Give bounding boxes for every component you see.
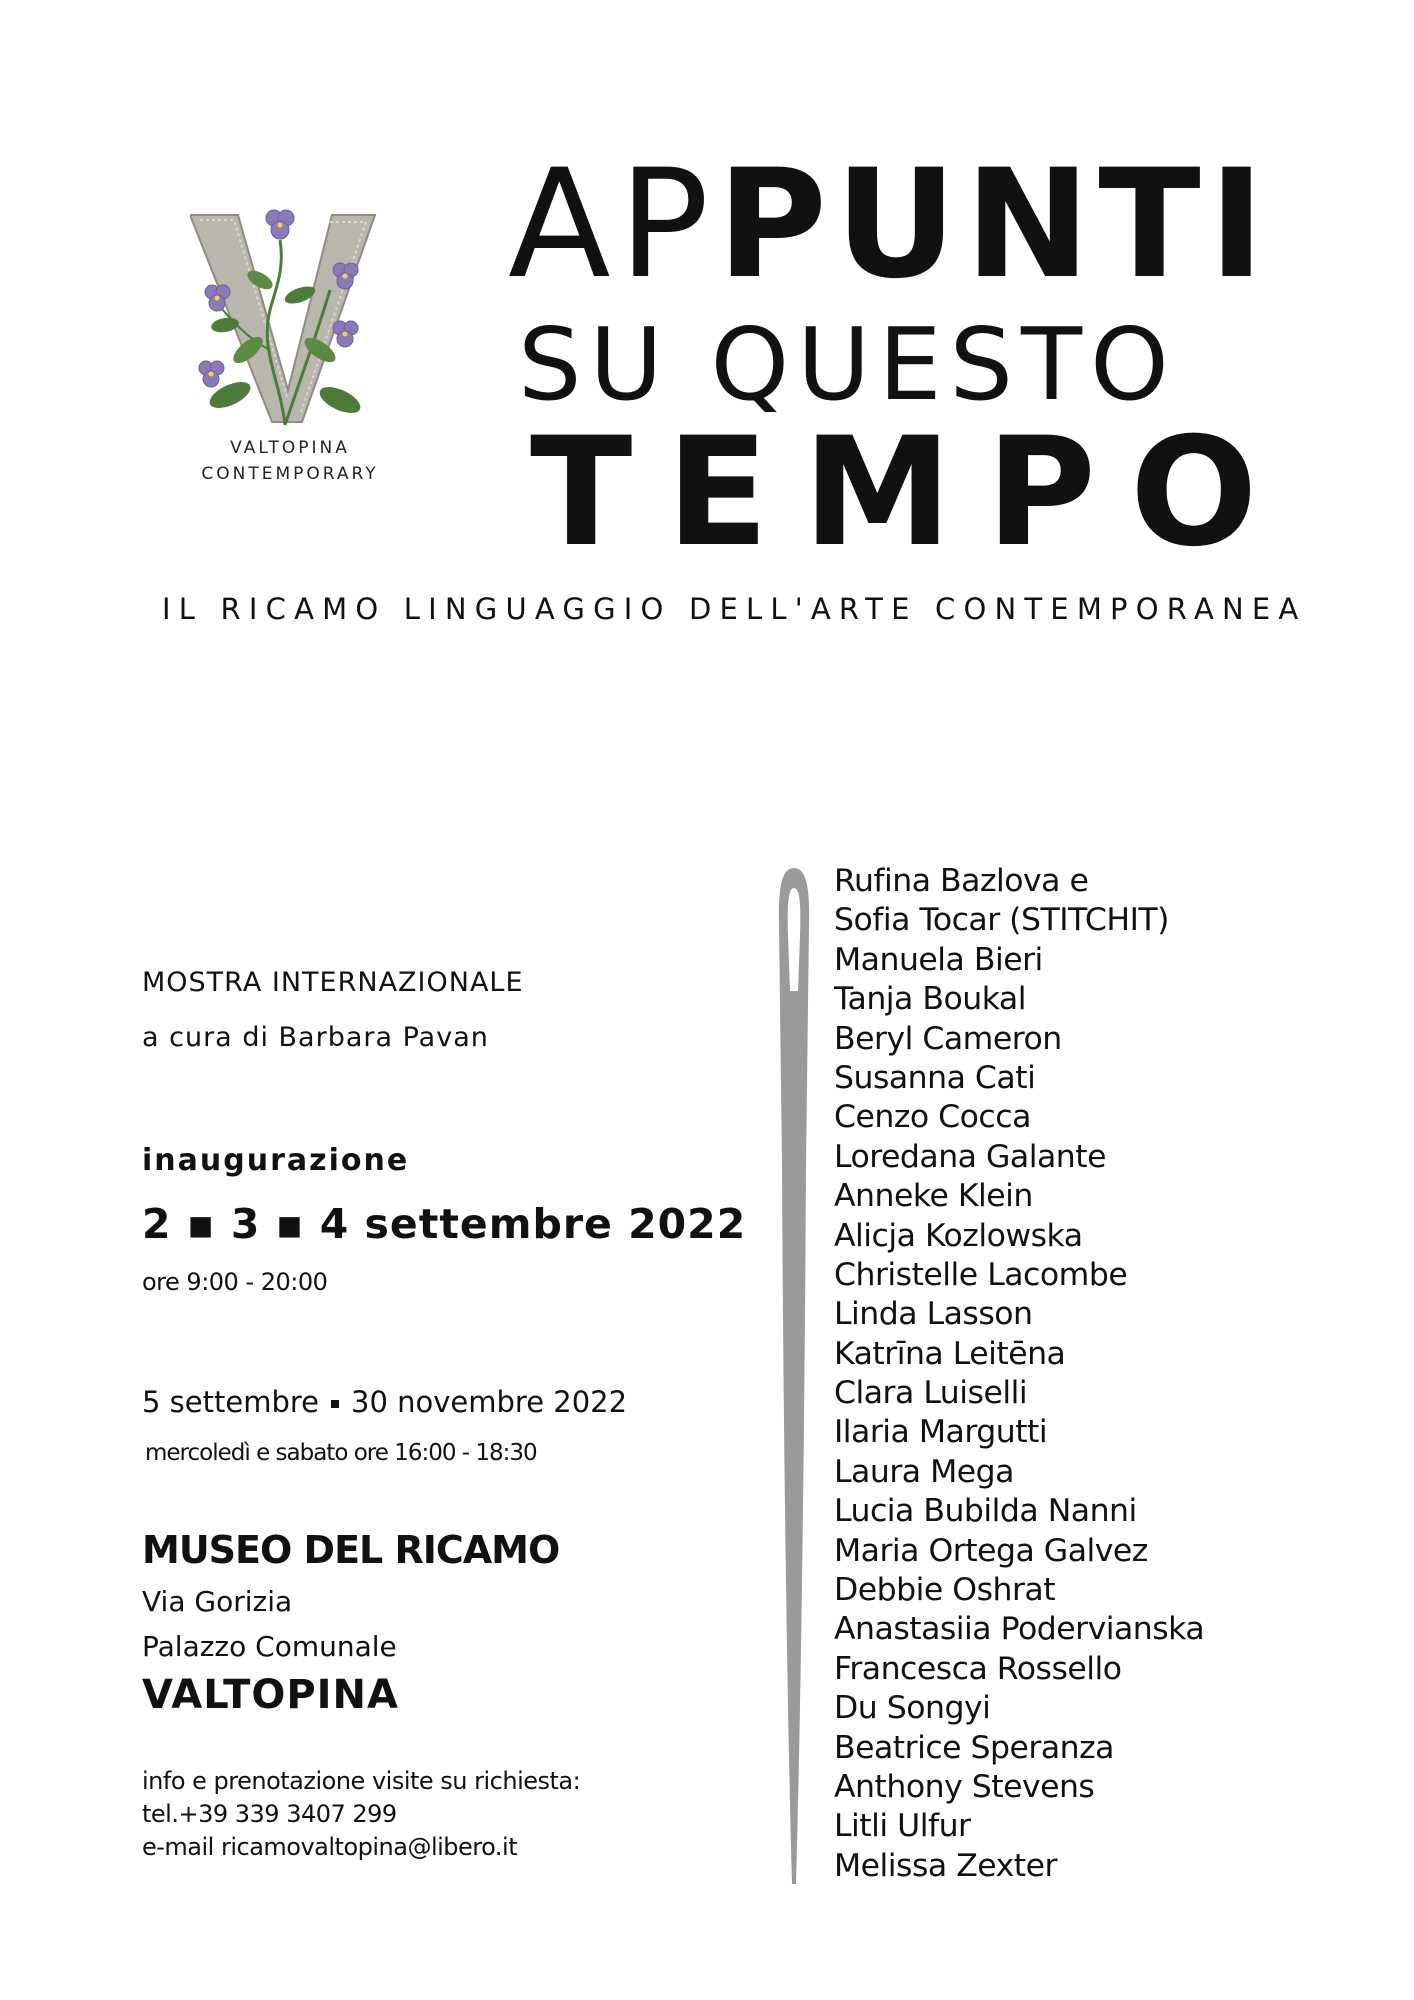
title-ap: AP — [508, 138, 718, 312]
contact-info-line: info e prenotazione visite su richiesta: — [142, 1767, 581, 1795]
artist-name: Katrīna Leitēna — [834, 1335, 1066, 1372]
exhibition-type: MOSTRA INTERNAZIONALE — [142, 967, 524, 998]
artist-name: Litli Ulfur — [834, 1808, 971, 1845]
artist-name: Tanja Boukal — [834, 981, 1026, 1018]
subtitle: IL RICAMO LINGUAGGIO DELL'ARTE CONTEMPORANEA — [162, 592, 1307, 626]
venue-street: Via Gorizia — [142, 1585, 293, 1618]
contact-email: e-mail ricamovaltopina@libero.it — [142, 1833, 518, 1861]
contact-phone: tel.+39 339 3407 299 — [142, 1800, 397, 1828]
curator: a cura di Barbara Pavan — [142, 1022, 489, 1053]
artist-name: Melissa Zexter — [834, 1847, 1057, 1884]
artist-name: Alicja Kozlowska — [834, 1217, 1083, 1254]
inauguration-dates: 2 ▪ 3 ▪ 4 settembre 2022 — [142, 1200, 747, 1248]
venue-city: VALTOPINA — [142, 1672, 399, 1718]
artist-name: Sofia Tocar (STITCHIT) — [834, 902, 1169, 939]
period-hours: mercoledì e sabato ore 16:00 - 18:30 — [145, 1440, 537, 1466]
artist-name: Debbie Oshrat — [834, 1572, 1056, 1609]
artist-name: Manuela Bieri — [834, 941, 1043, 978]
artist-name: Christelle Lacombe — [834, 1256, 1128, 1293]
needle-icon — [776, 866, 812, 1886]
artist-name: Loredana Galante — [834, 1138, 1106, 1175]
title-line-1 — [508, 138, 1273, 312]
inauguration-hours: ore 9:00 - 20:00 — [142, 1268, 328, 1296]
inauguration-label: inaugurazione — [142, 1143, 410, 1178]
artist-name: Beryl Cameron — [834, 1020, 1062, 1057]
logo-text-valtopina: VALTOPINA — [230, 438, 350, 458]
valtopina-logo — [180, 200, 400, 500]
logo-text-contemporary: CONTEMPORARY — [201, 464, 379, 484]
artist-name: Beatrice Speranza — [834, 1729, 1114, 1766]
artist-name: Francesca Rossello — [834, 1650, 1122, 1687]
artist-name: Anneke Klein — [834, 1178, 1033, 1215]
artist-name: Du Songyi — [834, 1690, 991, 1727]
artist-name: Maria Ortega Galvez — [834, 1532, 1148, 1569]
embroidered-v-icon — [190, 200, 390, 430]
artists-list — [834, 862, 1394, 1886]
artist-name: Rufina Bazlova e — [834, 863, 1089, 899]
artist-name: Anthony Stevens — [834, 1768, 1095, 1805]
venue-name: MUSEO DEL RICAMO — [142, 1528, 560, 1572]
separator-square — [331, 1400, 339, 1408]
artist-name: Susanna Cati — [834, 1059, 1036, 1096]
title-line-2: SU QUESTO — [518, 306, 1177, 423]
artist-name: Lucia Bubilda Nanni — [834, 1493, 1137, 1530]
artist-name: Anastasiia Podervianska — [834, 1611, 1205, 1648]
artist-name: Laura Mega — [834, 1453, 1014, 1490]
period-end: 30 novembre 2022 — [351, 1385, 628, 1419]
period-start: 5 settembre — [142, 1385, 319, 1419]
artist-name: Cenzo Cocca — [834, 1099, 1031, 1136]
artist-name: Linda Lasson — [834, 1296, 1033, 1333]
artist-name: Ilaria Margutti — [834, 1414, 1048, 1451]
artist-name: Clara Luiselli — [834, 1375, 1028, 1412]
title-punti: PUNTI — [717, 138, 1273, 312]
title-line-3: TEMPO — [530, 406, 1292, 580]
venue-building: Palazzo Comunale — [142, 1630, 397, 1663]
exhibition-period — [142, 1385, 627, 1419]
